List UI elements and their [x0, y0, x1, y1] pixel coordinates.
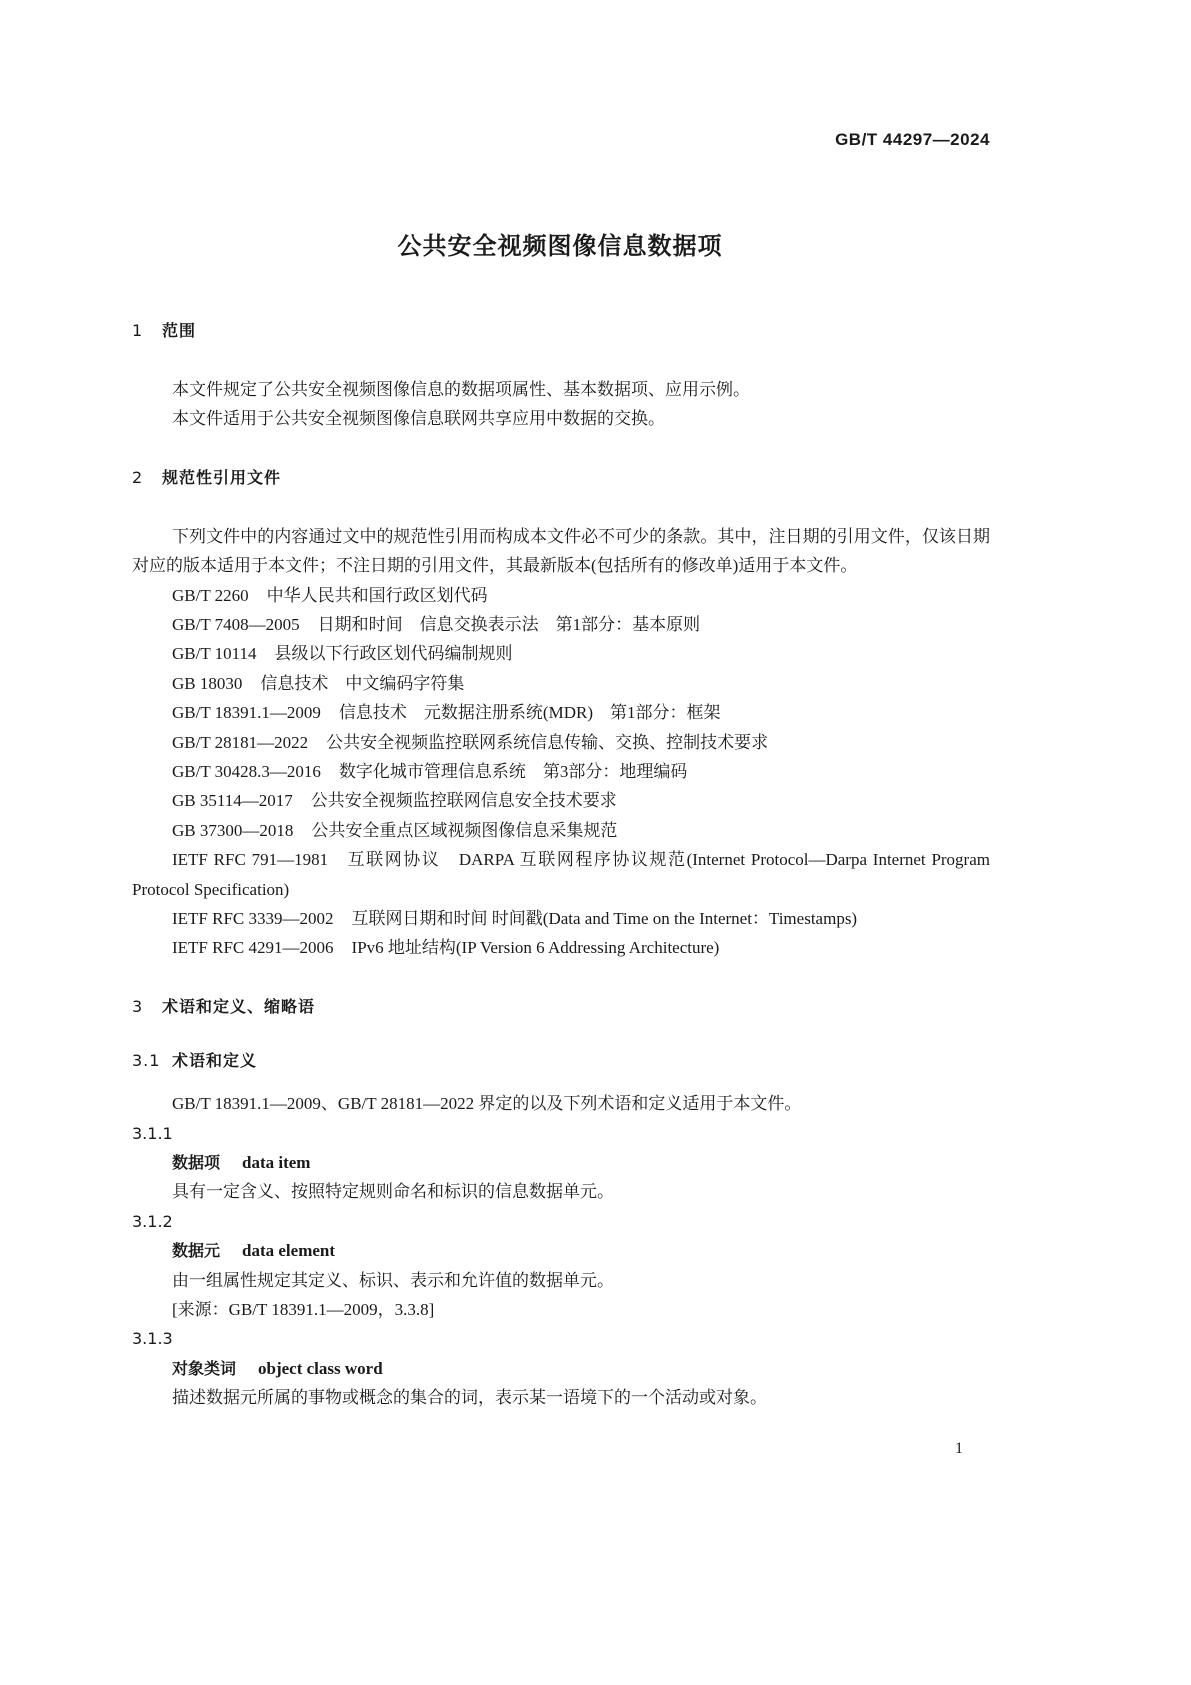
- term-name: [132, 1236, 990, 1265]
- reference-code: GB 18030: [172, 673, 243, 693]
- reference-title: 互联网协议 DARPA 互联网程序协议规范(Internet Protocol—Darpa Internet Program Protocol Specification): [132, 850, 990, 899]
- reference-code: GB 35114—2017: [172, 791, 293, 811]
- term-zh: 对象类词: [172, 1358, 237, 1378]
- term-en: object class word: [258, 1358, 383, 1378]
- term-definition: 由一组属性规定其定义、标识、表示和允许值的数据单元。: [172, 1270, 614, 1290]
- term-list: [132, 1119, 990, 1413]
- reference-title: 数字化城市管理信息系统 第3部分：地理编码: [338, 762, 688, 782]
- section-heading-2: 2 规范性引用文件: [132, 468, 282, 487]
- reference-title: 日期和时间 信息交换表示法 第1部分：基本原则: [317, 615, 701, 635]
- reference-code: GB 37300—2018: [172, 820, 294, 840]
- term-zh: 数据元: [172, 1241, 221, 1261]
- reference-title: 公共安全重点区域视频图像信息采集规范: [311, 820, 618, 840]
- term-number: 3.1.2: [132, 1211, 173, 1231]
- term-number: 3.1.1: [132, 1123, 173, 1143]
- reference-title: 县级以下行政区划代码编制规则: [274, 644, 513, 664]
- term-en: data element: [242, 1241, 336, 1261]
- reference-item: [132, 816, 990, 845]
- reference-item: [132, 728, 990, 757]
- reference-code: GB/T 18391.1—2009: [172, 703, 321, 723]
- reference-code: GB/T 28181—2022: [172, 732, 309, 752]
- paragraph: 本文件适用于公共安全视频图像信息联网共享应用中数据的交换。: [172, 409, 665, 429]
- reference-code: IETF RFC 3339—2002: [172, 909, 334, 929]
- reference-title: 中华人民共和国行政区划代码: [266, 585, 488, 605]
- term-zh: 数据项: [172, 1152, 221, 1172]
- section-heading-1: 1 范围: [132, 321, 197, 340]
- term-number: 3.1.3: [132, 1329, 173, 1349]
- reference-item: [132, 669, 990, 698]
- reference-item: [132, 581, 990, 610]
- term-entry: [132, 1119, 990, 1207]
- reference-title: IPv6 地址结构(IP Version 6 Addressing Architecture): [351, 938, 720, 958]
- reference-item: [132, 639, 990, 668]
- reference-title: 公共安全视频监控联网信息安全技术要求: [310, 791, 617, 811]
- reference-item: [132, 698, 990, 727]
- paragraph: 本文件规定了公共安全视频图像信息的数据项属性、基本数据项、应用示例。: [172, 379, 750, 399]
- term-definition: 描述数据元所属的事物或概念的集合的词，表示某一语境下的一个活动或对象。: [172, 1388, 767, 1408]
- reference-code: IETF RFC 791—1981: [172, 850, 329, 870]
- reference-item: [132, 757, 990, 786]
- term-name: [132, 1354, 990, 1383]
- reference-item: [132, 933, 990, 962]
- reference-title: 信息技术 中文编码字符集: [260, 673, 465, 693]
- reference-title: 信息技术 元数据注册系统(MDR) 第1部分：框架: [338, 703, 721, 723]
- reference-code: GB/T 30428.3—2016: [172, 762, 321, 782]
- paragraph: 下列文件中的内容通过文中的规范性引用而构成本文件必不可少的条款。其中，注日期的引用文件，仅该日期对应的版本适用于本文件；不注日期的引用文件，其最新版本(包括所有的修改单)适用于本文件。: [132, 526, 990, 576]
- subsection-heading-3-1: 3.1 术语和定义: [132, 1050, 258, 1070]
- section-heading-3: 3 术语和定义、缩略语: [132, 997, 316, 1017]
- reference-item: [132, 786, 990, 815]
- reference-item: [132, 610, 990, 639]
- paragraph: GB/T 18391.1—2009、GB/T 28181—2022 界定的以及下列术语和定义适用于本文件。: [172, 1094, 802, 1114]
- reference-item: [132, 845, 990, 904]
- reference-list: [132, 581, 990, 963]
- term-en: data item: [242, 1152, 311, 1172]
- term-entry: [132, 1324, 990, 1412]
- reference-title: 公共安全视频监控联网系统信息传输、交换、控制技术要求: [326, 732, 769, 752]
- term-definition: 具有一定含义、按照特定规则命名和标识的信息数据单元。: [172, 1182, 614, 1202]
- term-entry: [132, 1207, 990, 1325]
- standard-number: GB/T 44297—2024: [835, 130, 990, 149]
- term-name: [132, 1148, 990, 1177]
- page-number: 1: [955, 1440, 963, 1457]
- reference-code: GB/T 10114: [172, 644, 257, 664]
- reference-item: [132, 904, 990, 933]
- reference-code: GB/T 7408—2005: [172, 615, 300, 635]
- document-title: 公共安全视频图像信息数据项: [397, 232, 723, 260]
- reference-code: IETF RFC 4291—2006: [172, 938, 334, 958]
- term-source: [来源：GB/T 18391.1—2009，3.3.8]: [172, 1299, 435, 1319]
- reference-title: 互联网日期和时间 时间戳(Data and Time on the Internet：Timestamps): [351, 909, 858, 929]
- document-body: [132, 316, 990, 1413]
- reference-code: GB/T 2260: [172, 585, 249, 605]
